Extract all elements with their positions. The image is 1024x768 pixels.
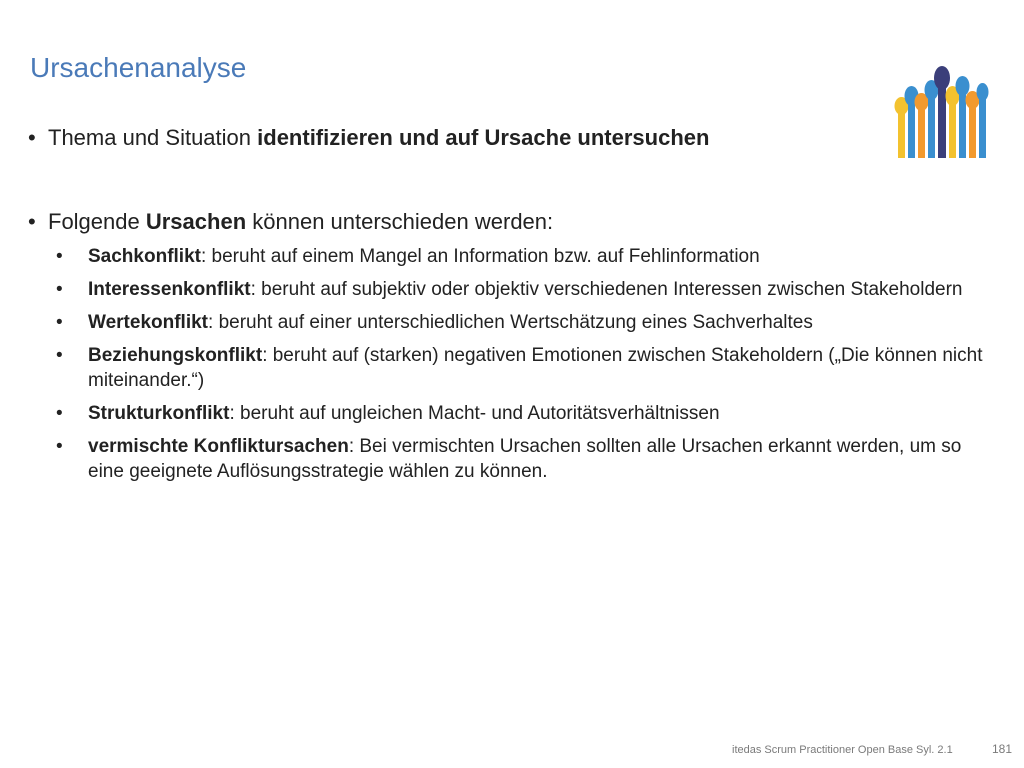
bullet-dot: •: [56, 345, 63, 366]
list-item: • Interessenkonflikt: beruht auf subjektiv oder objektiv verschiedenen Interessen zwischen Stakeholdern: [56, 279, 963, 300]
list-item: • Strukturkonflikt: beruht auf ungleichen Macht- und Autoritätsverhältnissen: [56, 403, 720, 424]
conflict-types-list: [56, 244, 996, 492]
list-item: • Beziehungskonflikt: beruht auf (starken) negativen Emotionen zwischen Stakeholdern („Die können nicht miteinander.“): [56, 345, 983, 391]
raised-hands-icon: [892, 62, 992, 162]
list-item: • Wertekonflikt: beruht auf einer unterschiedlichen Wertschätzung eines Sachverhaltes: [56, 312, 813, 333]
bullet-dot: •: [28, 125, 36, 150]
page-number: 181: [992, 742, 1013, 756]
bullet-dot: •: [56, 403, 63, 424]
bullet-dot: •: [56, 436, 63, 457]
bullet-dot: •: [56, 312, 63, 333]
bullet-2-text: Folgende Ursachen können unterschieden werden:: [48, 209, 554, 234]
footer-text: itedas Scrum Practitioner Open Base Syl. 2.1: [732, 744, 953, 756]
page-title: Ursachenanalyse: [30, 52, 247, 83]
bullet-dot: •: [56, 246, 63, 267]
list-item: • Sachkonflikt: beruht auf einem Mangel an Information bzw. auf Fehlinformation: [56, 246, 760, 267]
bullet-dot: •: [56, 279, 63, 300]
bullet-1-text: Thema und Situation identifizieren und auf Ursache untersuchen: [48, 125, 710, 150]
bullet-dot: •: [28, 209, 36, 234]
list-item: • vermischte Konfliktursachen: Bei vermischten Ursachen sollten alle Ursachen erkannt werden, um so eine geeignete Auflösungsstrategie wählen zu können.: [56, 436, 962, 482]
